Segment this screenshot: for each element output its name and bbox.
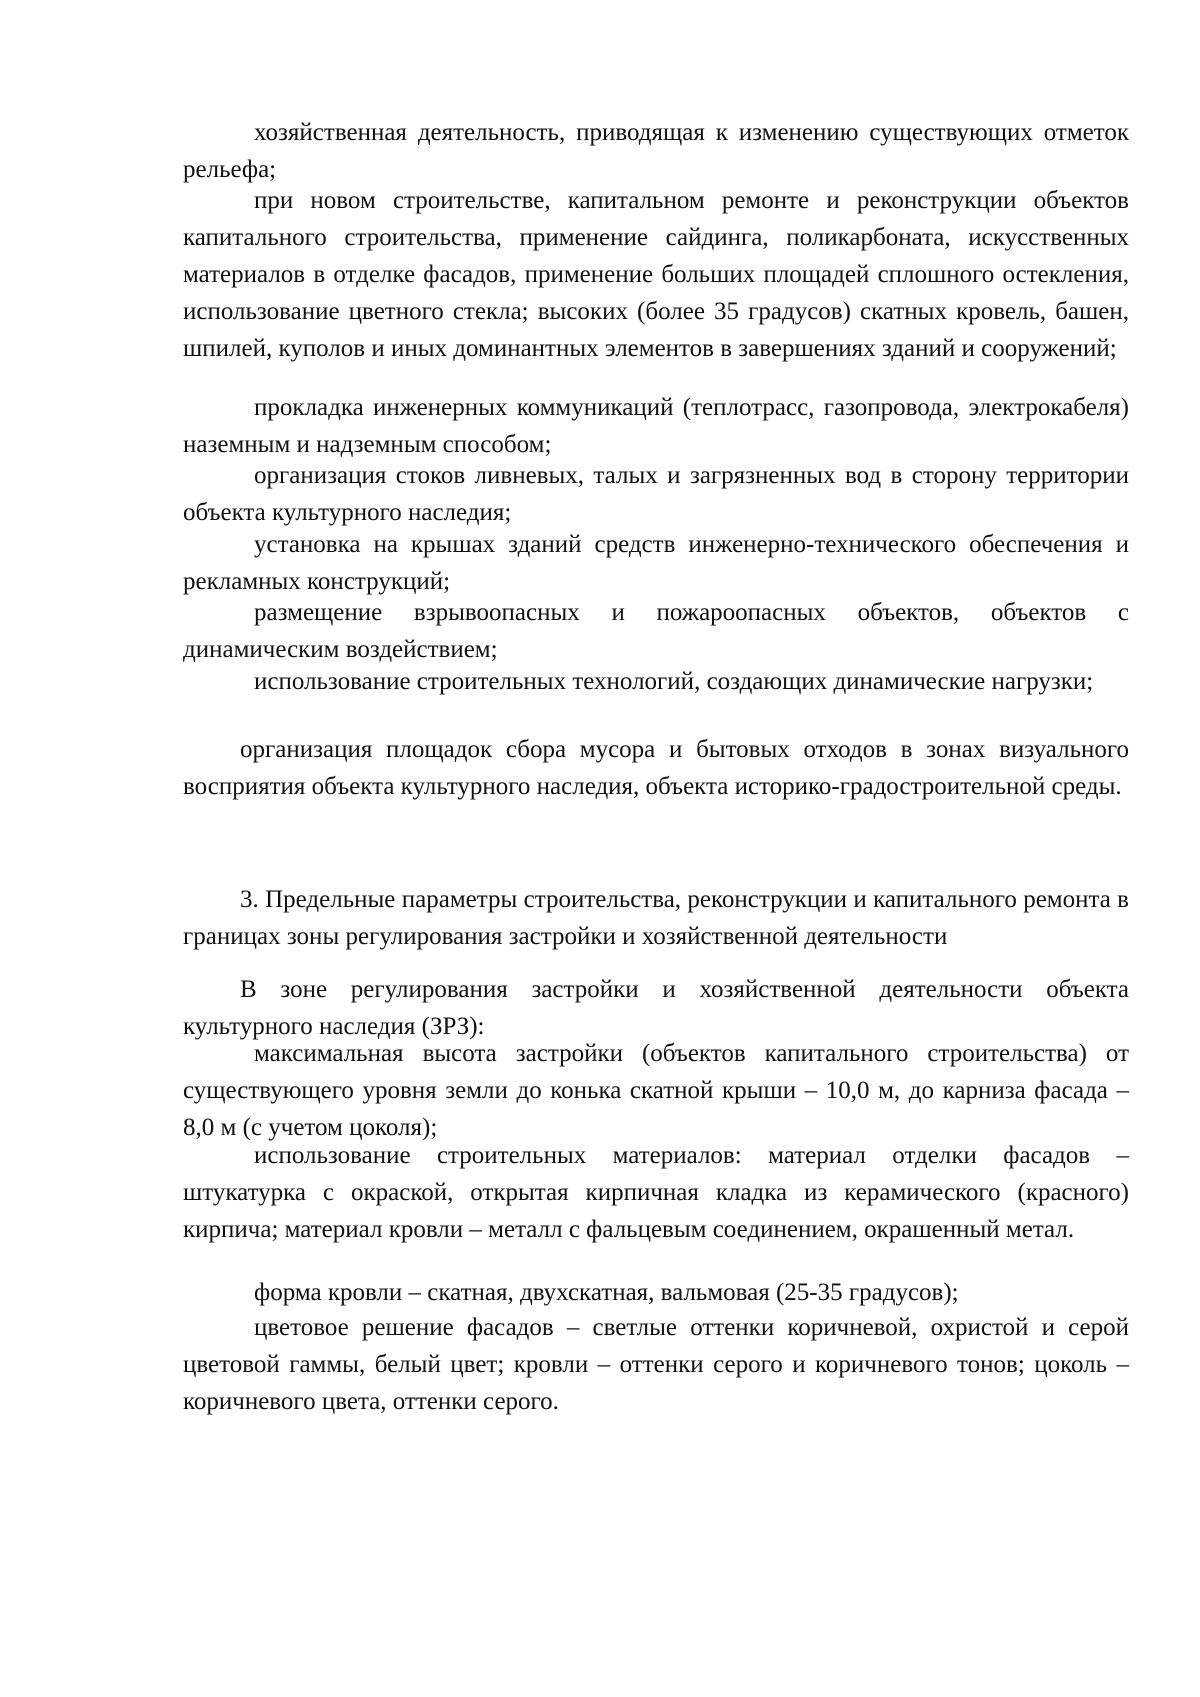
section-3-heading: 3. Предельные параметры строительства, реконструкции и капитального ремонта в границах зоны регулирования застройки и хозяйственной деятельности bbox=[183, 886, 1129, 950]
paragraph-engineering-communications: прокладка инженерных коммуникаций (теплотрасс, газопровода, электрокабеля) наземным и надземным способом; bbox=[183, 394, 1129, 458]
paragraph-roof-shape: форма кровли – скатная, двухскатная, вальмовая (25-35 градусов); bbox=[254, 1279, 959, 1306]
paragraph-dynamic-loads: использование строительных технологий, создающих динамические нагрузки; bbox=[254, 668, 1094, 695]
paragraph-color-scheme: цветовое решение фасадов – светлые оттенки коричневой, охристой и серой цветовой гаммы, белый цвет; кровли – оттенки серого и коричневого тонов; цоколь – коричневого цвета, оттенки серого. bbox=[183, 1314, 1129, 1415]
paragraph-waste-sites: организация площадок сбора мусора и бытовых отходов в зонах визуального восприятия объекта культурного наследия, объекта историко-градостроительной среды. bbox=[183, 736, 1129, 800]
paragraph-roof-installations: установка на крышах зданий средств инженерно-технического обеспечения и рекламных конструкций; bbox=[183, 531, 1129, 595]
paragraph-hazardous-objects: размещение взрывоопасных и пожароопасных объектов, объектов с динамическим воздействием; bbox=[183, 599, 1129, 663]
paragraph-building-materials: использование строительных материалов: материал отделки фасадов – штукатурка с окраской, открытая кирпичная кладка из керамического (красного) кирпича; материал кровли – металл с фальцевым соединением, окрашенный метал. bbox=[183, 1142, 1129, 1243]
paragraph-max-height: максимальная высота застройки (объектов капитального строительства) от существующего уровня земли до конька скатной крыши – 10,0 м, до карниза фасада – 8,0 м (с учетом цоколя); bbox=[183, 1040, 1129, 1141]
paragraph-terrain-change: хозяйственная деятельность, приводящая к изменению существующих отметок рельефа; bbox=[183, 119, 1129, 183]
paragraph-water-drainage: организация стоков ливневых, талых и загрязненных вод в сторону территории объекта культурного наследия; bbox=[183, 462, 1129, 526]
section-3-intro: В зоне регулирования застройки и хозяйственной деятельности объекта культурного наследия (ЗРЗ): bbox=[183, 976, 1129, 1040]
paragraph-construction-materials: при новом строительстве, капитальном ремонте и реконструкции объектов капитального строительства, применение сайдинга, поликарбоната, искусственных материалов в отделке фасадов, применение больших площадей сплошного остекления, использование цветного стекла; высоких (более 35 градусов) скатных кровель, башен, шпилей, куполов и иных доминантных элементов в завершениях зданий и сооружений; bbox=[183, 187, 1129, 362]
